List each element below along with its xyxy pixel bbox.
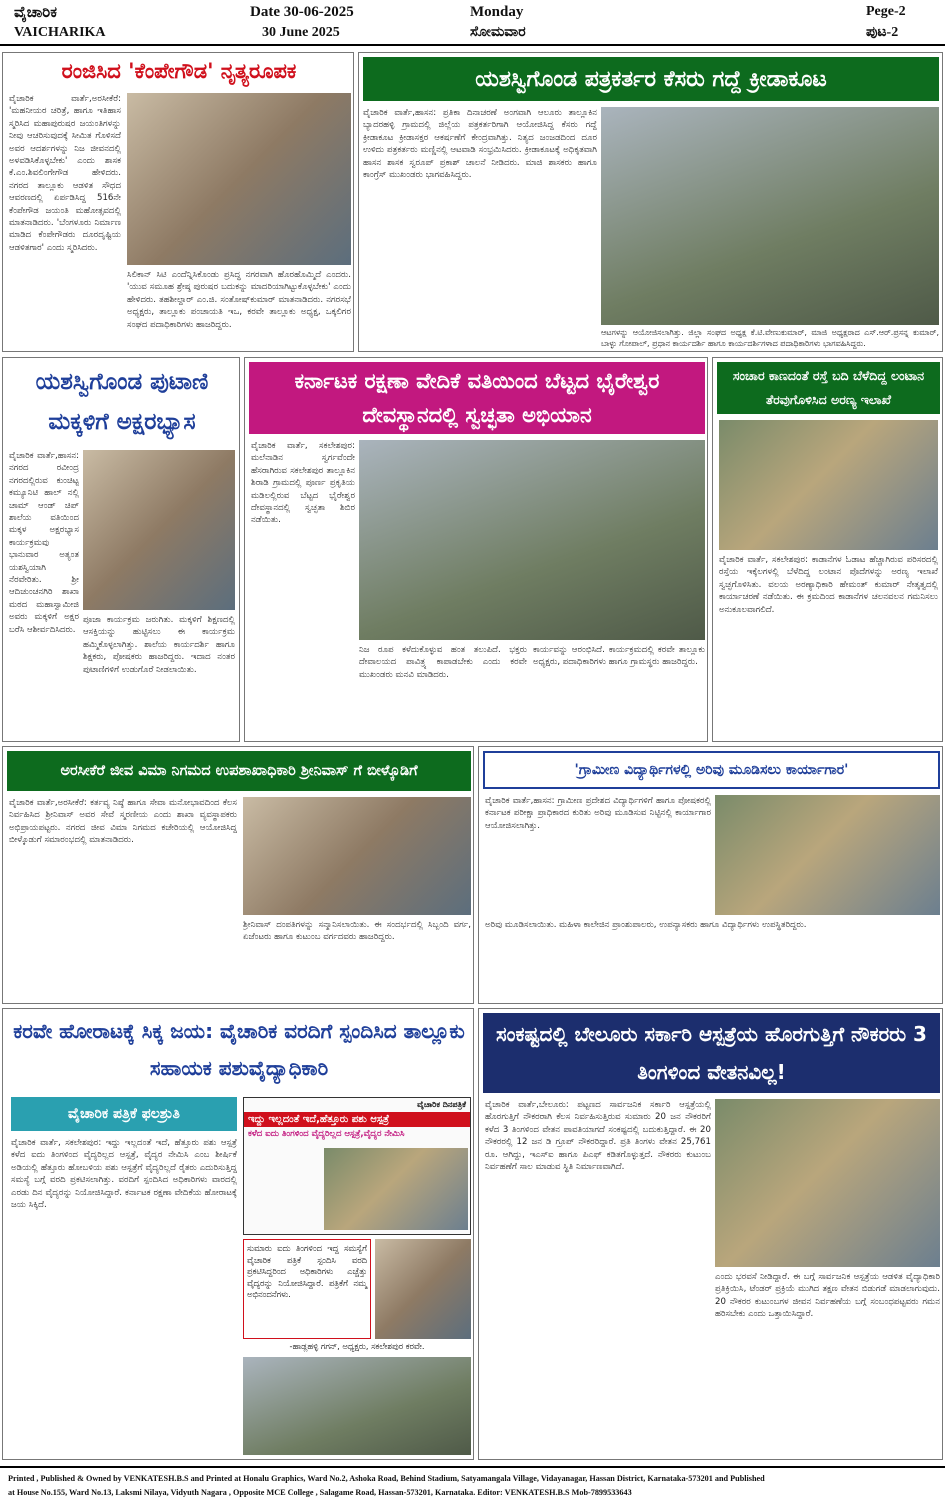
article-kempegowda <box>2 52 354 352</box>
brand-kannada: ವೈಚಾರಿಕ <box>14 5 57 21</box>
quote-box: ಸುಮಾರು ಐದು ತಿಂಗಳಿಂದ ಇದ್ದ ಸಮಸ್ಯೆಗೆ ವೈಚಾರಿಕ ಪತ್ರಿಕೆ ಸ್ಪಂದಿಸಿ ವರದಿ ಪ್ರಕಟಿಸಿದ್ದರಿಂದ ಅಧಿಕಾರಿಗಳು ಎಚ್ಚೆತ್ತು ವೈದ್ಯರನ್ನು ನಿಯೋಜಿಸಿದ್ದಾರೆ. ಪತ್ರಿಕೆಗೆ ನಮ್ಮ ಅಭಿನಂದನೆಗಳು. <box>243 1239 371 1339</box>
article-body: ವೈಚಾರಿಕ ವಾರ್ತೆ,ಅರಸೀಕೆರೆ: 'ಮಹನೀಯರ ಚರಿತ್ರೆ, ಹಾಗೂ ಇತಿಹಾಸ ಸ್ಮರಿಸಿದ ಮಹಾಪುರುಷರ ಜಯಂತಿಗಳನ್ನು ನೀವು ಆಚರಿಸುವುದಕ್ಕೆ ಸೀಮಿತ ಗೊಳಿಸದೆ ಅವರ ಆದರ್ಶಗಳನ್ನು ನಿಜ ಜೀವನದಲ್ಲಿ ಅಳವಡಿಸಿಕೊಳ್ಳಬೇಕು' ಎಂದು ಶಾಸಕ ಕೆ.ಎಂ.ಶಿವಲಿಂಗೇಗೌಡ ಹೇಳಿದರು. ನಗರದ ತಾಲ್ಲೂಕು ಆಡಳಿತ ಸೌಧದ ಆವರಣದಲ್ಲಿ ಏರ್ಪಡಿಸಿದ್ದ 516ನೇ ಕೆಂಪೇಗೌಡ ಜಯಂತಿ ಮಹೋತ್ಸವದಲ್ಲಿ ಮಾತನಾಡಿದರು. 'ಬೆಂಗಳೂರು ನಿರ್ಮಾಣ ಮಾಡಿದ ಕೆಂಪೇಗೌಡರು ದೂರದೃಷ್ಟಿಯ ಆಡಳಿತಗಾರ' ಎಂದು ಸ್ಮರಿಸಿದರು. <box>9 94 121 253</box>
subtitle-badge: ವೈಚಾರಿಕ ಪತ್ರಿಕೆ ಫಲಶ್ರುತಿ <box>11 1097 237 1131</box>
temple-volunteers-photo <box>359 440 705 640</box>
article-body-continued: ಶ್ರೀನಿವಾಸ್ ದಂಪತಿಗಳನ್ನು ಸನ್ಮಾನಿಸಲಾಯಿತು. ಈ ಸಂದರ್ಭದಲ್ಲಿ ಸಿಬ್ಬಂದಿ ವರ್ಗ, ಏಜೆಂಟರು ಹಾಗೂ ಕುಟುಂಬ ವರ್ಗದವರು ಹಾಜರಿದ್ದರು. <box>243 920 471 943</box>
page-number-kannada: ಪುಟ-2 <box>866 25 899 40</box>
imprint-line-2: at House No.155, Ward No.13, Laksmi Nilaya, Vidyuth Nagara , Opposite MCE College , Salagame Road, Hassan-573201, Karnataka. Editor: VENKATESH.B.S Mob-7899533643 <box>8 1488 632 1497</box>
article-body: ವೈಚಾರಿಕ ವಾರ್ತೆ, ಸಕಲೇಶಪುರ: ಕಾಡಾನೆಗಳ ಓಡಾಟ ಹೆಚ್ಚಾಗಿರುವ ಪರಿಸರದಲ್ಲಿ ರಸ್ತೆಯ ಇಕ್ಕೆಲಗಳಲ್ಲಿ ಬೆಳೆದಿದ್ದ ಲಂಟಾನ ಪೊದೆಗಳನ್ನು ಅರಣ್ಯ ಇಲಾಖೆ ಸ್ವಚ್ಛಗೊಳಿಸಿತು. ವಲಯ ಅರಣ್ಯಾಧಿಕಾರಿ ಹೇಮಂತ್ ಕುಮಾರ್ ನೇತೃತ್ವದಲ್ಲಿ ಕಾರ್ಯಾಚರಣೆ ನಡೆಯಿತು. ಈ ಕ್ರಮದಿಂದ ಕಾಡಾನೆಗಳ ಚಲನವಲನ ಗಮನಿಸಲು ಅನುಕೂಲವಾಗಲಿದೆ. <box>719 555 938 615</box>
article-body-continued-2: ಕಾರ್ಯವನ್ನು ಆರಂಭಿಸಿದೆ. ಕಾರ್ಯಕ್ರಮದಲ್ಲಿ ಕರವೇ ತಾಲ್ಲೂಕು ಅಧ್ಯಕ್ಷರು, ಪದಾಧಿಕಾರಿಗಳು ಹಾಗೂ ಗ್ರಾಮಸ್ಥರು ಹಾಜರಿದ್ದರು. <box>533 645 705 668</box>
article-body-continued: ನಿಜ ರೂಪ ಕಳೆದುಕೊಳ್ಳುವ ಹಂತ ತಲುಪಿದೆ. ಭಕ್ತರು ದೇವಾಲಯದ ಪಾವಿತ್ರ್ಯ ಕಾಪಾಡಬೇಕು ಎಂದು ಕರವೇ ಮುಖಂಡರು ಮನವಿ ಮಾಡಿದರು. <box>359 645 527 680</box>
headline: ರಂಜಿಸಿದ 'ಕೆಂಪೇಗೌಡ' ನೃತ್ಯರೂಪಕ <box>61 59 297 83</box>
headline: ಸಂಕಷ್ಟದಲ್ಲಿ ಬೇಲೂರು ಸರ್ಕಾರಿ ಆಸ್ಪತ್ರೆಯ ಹೊರಗುತ್ತಿಗೆ ನೌಕರರು 3 ತಿಂಗಳಿಂದ ವೇತನವಿಲ್ಲ! <box>483 1013 940 1093</box>
hospital-building-photo <box>715 1099 940 1267</box>
article-lantana-clearing <box>712 357 943 742</box>
article-kesaru-gadde <box>358 52 943 352</box>
article-body-continued: ಎಂದು ಭರವಸೆ ನೀಡಿದ್ದಾರೆ. ಈ ಬಗ್ಗೆ ಸಾರ್ವಜನಿಕ ಆಸ್ಪತ್ರೆಯ ಆಡಳಿತ ವೈದ್ಯಾಧಿಕಾರಿ ಪ್ರತಿಕ್ರಿಯಿಸಿ, ಟೆಂಡರ್ ಪ್ರಕ್ರಿಯೆ ಮುಗಿದ ತಕ್ಷಣ ವೇತನ ಬಿಡುಗಡೆ ಮಾಡಲಾಗುವುದು. 20 ನೌಕರರ ಕುಟುಂಬಗಳ ಜೀವನ ನಿರ್ವಹಣೆಯ ಬಗ್ಗೆ ಸಂಬಂಧಪಟ್ಟವರು ಗಮನ ಹರಿಸಬೇಕು ಎಂದು ಒತ್ತಾಯಿಸಿದ್ದಾರೆ. <box>715 1272 940 1320</box>
clipping-title: ಇದ್ದು ಇಲ್ಲದಂತೆ ಇದೆ,ಹೆತ್ತೂರು ಪಶು ಆಸ್ಪತ್ರೆ <box>244 1112 470 1127</box>
headline: 'ಗ್ರಾಮೀಣ ವಿದ್ಯಾರ್ಥಿಗಳಲ್ಲಿ ಅರಿವು ಮೂಡಿಸಲು ಕಾರ್ಯಾಗಾರ' <box>483 751 940 789</box>
article-aksharabhyasa <box>2 357 240 742</box>
article-body: ವೈಚಾರಿಕ ವಾರ್ತೆ,ಹಾಸನ: ಗ್ರಾಮೀಣ ಪ್ರದೇಶದ ವಿದ್ಯಾರ್ಥಿಗಳಿಗೆ ಹಾಗೂ ಪೋಷಕರಲ್ಲಿ ಕರ್ನಾಟಕ ಪರೀಕ್ಷಾ ಪ್ರಾಧಿಕಾರದ ಕುರಿತು ಅರಿವು ಮೂಡಿಸುವ ನಿಟ್ಟಿನಲ್ಲಿ ಕಾರ್ಯಾಗಾರ ಆಯೋಜಿಸಲಾಗಿತ್ತು. <box>485 796 711 831</box>
mud-sports-photo <box>601 107 939 325</box>
dance-group-photo <box>127 93 351 265</box>
headline: ಅರಸೀಕೆರೆ ಜೀವ ವಿಮಾ ನಿಗಮದ ಉಪಶಾಖಾಧಿಕಾರಿ ಶ್ರೀನಿವಾಸ್ ಗೆ ಬೀಳ್ಕೊಡಿಗೆ <box>7 751 471 791</box>
article-karave-victory <box>2 1008 474 1460</box>
article-body-continued: ಅರಿವು ಮೂಡಿಸಲಾಯಿತು. ಮಹಿಳಾ ಕಾಲೇಜಿನ ಪ್ರಾಂಶುಪಾಲರು, ಉಪನ್ಯಾಸಕರು ಹಾಗೂ ವಿದ್ಯಾರ್ಥಿಗಳು ಉಪಸ್ಥಿತರಿದ್ದರು. <box>485 920 807 930</box>
article-lic-farewell <box>2 746 474 1004</box>
workshop-photo <box>715 795 940 915</box>
imprint-line-1: Printed , Published & Owned by VENKATESH.B.S and Printed at Honalu Graphics, Ward No.2, Ashoka Road, Behind Stadium, Satyamangala Village, Vidayanagar, Hassan District, Karnataka-573201 and Published <box>8 1474 765 1483</box>
roadside-clearing-photo <box>719 420 938 550</box>
headline: ಕರವೇ ಹೋರಾಟಕ್ಕೆ ಸಿಕ್ಕ ಜಯ: ವೈಚಾರಿಕ ವರದಿಗೆ ಸ್ಪಂದಿಸಿದ ತಾಲ್ಲೂಕು ಸಹಾಯಕ ಪಶುವೈದ್ಯಾಧಿಕಾರಿ <box>13 1019 465 1080</box>
date-long: 30 June 2025 <box>262 25 340 40</box>
portrait-photo <box>375 1239 471 1339</box>
page-number-english: Pege-2 <box>866 4 906 19</box>
article-body: ವೈಚಾರಿಕ ವಾರ್ತೆ,ಹಾಸನ: ನಗರದ ರವೀಂದ್ರ ನಗರದಲ್ಲಿರುವ ಕುಂಚಿಟ್ಟ ಕಮ್ಯೂನಿಟಿ ಹಾಲ್ ನಲ್ಲಿ ಚಾಮ್ ಆಂಡ್ ಚಿಪ್ ಶಾಲೆಯ ವತಿಯಿಂದ ಮಕ್ಕಳ ಅಕ್ಷರಭ್ಯಾಸ ಕಾರ್ಯಕ್ರಮವು ಭಾನುವಾರ ಅತ್ಯಂತ ಯಶಸ್ವಿಯಾಗಿ ನೆರವೇರಿತು. ಶ್ರೀ ಆದಿಚುಂಚನಗಿರಿ ಶಾಖಾ ಮಠದ ಮಹಾಸ್ವಾಮೀಜಿ ಅವರು ಮಕ್ಕಳಿಗೆ ಅಕ್ಷರ ಬರೆಸಿ ಆಶೀರ್ವದಿಸಿದರು. <box>9 451 79 635</box>
imprint-footer <box>0 1466 945 1507</box>
brand-english: VAICHARIKA <box>14 25 106 40</box>
headline: ಸಂಚಾರ ಕಾಣದಂತೆ ರಸ್ತೆ ಬದಿ ಬೆಳೆದಿದ್ದ ಲಂಟಾನ ತೆರವುಗೊಳಿಸಿದ ಅರಣ್ಯ ಇಲಾಖೆ <box>717 362 940 414</box>
article-body: ವೈಚಾರಿಕ ವಾರ್ತೆ, ಸಕಲೇಶಪುರ: ಇದ್ದು ಇಲ್ಲದಂತೆ ಇದೆ, ಹೆತ್ತೂರು ಪಶು ಆಸ್ಪತ್ರೆ ಕಳೆದ ಐದು ತಿಂಗಳಿಂದ ವೈದ್ಯರಿಲ್ಲದ ಆಸ್ಪತ್ರೆ, ವೈದ್ಯರ ನೇಮಿಸಿ ಎಂಬ ಶೀರ್ಷಿಕೆ ಅಡಿಯಲ್ಲಿ ಹೆತ್ತೂರು ಹೋಬಳಿಯ ಪಶು ಆಸ್ಪತ್ರೆಗೆ ವೈದ್ಯರಿಲ್ಲದೆ ರೈತರು ಎದುರಿಸುತ್ತಿದ್ದ ಸಮಸ್ಯೆ ಬಗ್ಗೆ ವರದಿ ಪ್ರಕಟಿಸಲಾಗಿತ್ತು. ವರದಿಗೆ ಸ್ಪಂದಿಸಿದ ಅಧಿಕಾರಿಗಳು ವಾರದಲ್ಲಿ ಎರಡು ದಿನ ವೈದ್ಯರನ್ನು ನಿಯೋಜಿಸಿದ್ದಾರೆ. ಕರ್ನಾಟಕ ರಕ್ಷಣಾ ವೇದಿಕೆಯ ಹೋರಾಟಕ್ಕೆ ಜಯ ಸಿಕ್ಕಿದೆ. <box>11 1138 237 1211</box>
article-body: ವೈಚಾರಿಕ ವಾರ್ತೆ, ಸಕಲೇಶಪುರ: ಮಲೆನಾಡಿನ ಸ್ವರ್ಗವೆಂದೇ ಹೆಸರಾಗಿರುವ ಸಕಲೇಶಪುರ ತಾಲ್ಲೂಕಿನ ಶಿರಾಡಿ ಗ್ರಾಮದಲ್ಲಿ ಪೂರ್ಣ ಪ್ರಕೃತಿಯ ಮಡಿಲಲ್ಲಿರುವ ಬೆಟ್ಟದ ಭೈರೇಶ್ವರ ದೇವಸ್ಥಾನದಲ್ಲಿ ಸ್ವಚ್ಛತಾ ಶಿಬಿರ ನಡೆಯಿತು. <box>251 441 355 526</box>
article-body: ವೈಚಾರಿಕ ವಾರ್ತೆ,ಬೇಲೂರು: ಪಟ್ಟಣದ ಸಾರ್ವಜನಿಕ ಸರ್ಕಾರಿ ಆಸ್ಪತ್ರೆಯಲ್ಲಿ ಹೊರಗುತ್ತಿಗೆ ನೌಕರರಾಗಿ ಕೆಲಸ ನಿರ್ವಹಿಸುತ್ತಿರುವ ಸುಮಾರು 20 ಜನ ನೌಕರರಿಗೆ ಕಳೆದ 3 ತಿಂಗಳಿಂದ ವೇತನ ಪಾವತಿಯಾಗದೆ ಸಂಕಷ್ಟದಲ್ಲಿ ಬದುಕುತ್ತಿದ್ದಾರೆ. ಈ 20 ನೌಕರರಲ್ಲಿ 12 ಜನ ಡಿ ಗ್ರೂಪ್ ನೌಕರರಿದ್ದಾರೆ. ಪ್ರತಿ ತಿಂಗಳು ವೇತನ 25,761 ರೂ. ಆಗಿದ್ದು, ಇಎಸ್ಐ ಹಾಗೂ ಪಿಎಫ್ ಕಡಿತಗೊಳ್ಳುತ್ತದೆ. ನೌಕರರು ಕುಟುಂಬ ನಿರ್ವಹಣೆಗೆ ಸಾಲ ಮಾಡುವ ಸ್ಥಿತಿ ನಿರ್ಮಾಣವಾಗಿದೆ. <box>485 1100 711 1173</box>
article-body: ವೈಚಾರಿಕ ವಾರ್ತೆ,ಹಾಸನ: ಪ್ರತಿಕಾ ದಿನಾಚರಣೆ ಅಂಗವಾಗಿ ಆಲೂರು ತಾಲ್ಲೂಕಿನ ಬ್ಯಾದರಹಳ್ಳಿ ಗ್ರಾಮದಲ್ಲಿ ಜಿಲ್ಲೆಯ ಪತ್ರಕರ್ತರಿಗಾಗಿ ಆಯೋಜಿಸಿದ್ದ ಕೆಸರು ಗದ್ದೆ ಕ್ರೀಡಾಕೂಟ ಕ್ರೀಡಾಸಕ್ತರ ಆಕರ್ಷಣೆಗೆ ಕೇಂದ್ರವಾಗಿತ್ತು. ನಿತ್ಯದ ಜಂಜಡದಿಂದ ದೂರ ಉಳಿದು ಪತ್ರಕರ್ತರು ಮಣ್ಣಿನಲ್ಲಿ ಆಟವಾಡಿ ಸಂಭ್ರಮಿಸಿದರು. ಕ್ರೀಡಾಕೂಟಕ್ಕೆ ಅಧಿಕೃತವಾಗಿ ಹಾಸನ ಶಾಸಕ ಸ್ವರೂಪ್ ಪ್ರಕಾಶ್ ಚಾಲನೆ ನೀಡಿದರು. ಮಾಜಿ ಶಾಸಕರು ಹಾಗೂ ಕಾಂಗ್ರೆಸ್ ಮುಖಂಡರು ಭಾಗವಹಿಸಿದ್ದರು. <box>363 108 597 181</box>
article-swachhata-abhiyana <box>244 357 708 742</box>
article-body-continued: ಪೂಜಾ ಕಾರ್ಯಕ್ರಮ ಜರುಗಿತು. ಮಕ್ಕಳಿಗೆ ಶಿಕ್ಷಣದಲ್ಲಿ ಆಸಕ್ತಿಯನ್ನು ಹುಟ್ಟಿಸಲು ಈ ಕಾರ್ಯಕ್ರಮ ಹಮ್ಮಿಕೊಳ್ಳಲಾಗಿತ್ತು. ಶಾಲೆಯ ಕಾರ್ಯದರ್ಶಿ ಹಾಗೂ ಶಿಕ್ಷಕರು, ಪೋಷಕರು ಹಾಜರಿದ್ದರು. ಇದಾದ ನಂತರ ಪುಟಾಣಿಗಳಿಗೆ ಉಡುಗೊರೆ ನೀಡಲಾಯಿತು. <box>83 615 235 675</box>
date: Date 30-06-2025 <box>250 4 354 20</box>
article-body-continued: ಆಟಗಳನ್ನು ಆಯೋಜಿಸಲಾಗಿತ್ತು. ಜಿಲ್ಲಾ ಸಂಘದ ಅಧ್ಯಕ್ಷ ಕೆ.ಟಿ.ವೇಣುಕುಮಾರ್, ಮಾಜಿ ಅಧ್ಯಕ್ಷರಾದ ಎಸ್.ಆರ್.ಪ್ರಸನ್ನ ಕುಮಾರ್, ಬಾಳ್ಳು ಗೋಪಾಲ್, ಪ್ರಧಾನ ಕಾರ್ಯದರ್ಶಿ ಹಾಗೂ ಕಾರ್ಯದರ್ಶಿಗಳಾದ ಪದಾಧಿಕಾರಿಗಳು ಭಾಗವಹಿಸಿದ್ದರು. <box>601 328 939 348</box>
article-karyagara <box>478 746 943 1004</box>
article-belur-hospital <box>478 1008 943 1460</box>
karave-members-photo <box>243 1357 471 1455</box>
article-body-continued: ಸಿಲಿಕಾನ್ ಸಿಟಿ ಎಂದೆನ್ನಿಸಿಕೊಂಡು ಪ್ರಸಿದ್ಧ ನಗರವಾಗಿ ಹೊರಹೊಮ್ಮಿದೆ ಎಂದರು. 'ಯುವ ಸಮೂಹ ಶ್ರೇಷ್ಠ ಪುರುಷರ ಬದುಕನ್ನು ಮಾದರಿಯಾಗಿಟ್ಟುಕೊಳ್ಳಬೇಕು' ಎಂದು ಹೇಳಿದರು. ತಹಶೀಲ್ದಾರ್ ಎಂ.ಜಿ. ಸಂತೋಷ್‌ಕುಮಾರ್ ಮಾತನಾಡಿದರು. ನಗರಸಭೆ ಅಧ್ಯಕ್ಷರು, ತಾಲ್ಲೂಕು ಪಂಚಾಯತಿ ಇಒ, ಕರವೇ ತಾಲ್ಲೂಕು ಅಧ್ಯಕ್ಷ, ಒಕ್ಕಲಿಗರ ಸಂಘದ ಪದಾಧಿಕಾರಿಗಳು ಹಾಜರಿದ್ದರು. <box>127 270 351 330</box>
newspaper-clipping <box>243 1097 471 1235</box>
page-header <box>0 0 945 46</box>
headline: ಯಶಸ್ವಿಗೊಂಡ ಪುಟಾಣಿ ಮಕ್ಕಳಿಗೆ ಅಕ್ಷರಭ್ಯಾಸ <box>35 369 209 435</box>
children-ceremony-photo <box>83 450 235 610</box>
quote-signature: -ಹಾಡ್ಲಹಳ್ಳಿ ಗಗನ್, ಅಧ್ಯಕ್ಷರು, ಸಕಲೇಶಪುರ ಕರವೇ. <box>289 1341 425 1351</box>
felicitation-photo <box>243 797 471 915</box>
clipping-subtitle: ಕಳೆದ ಐದು ತಿಂಗಳಿಂದ ವೈದ್ಯರಿಲ್ಲದ ಆಸ್ಪತ್ರೆ,ವೈದ್ಯರ ನೇಮಿಸಿ <box>248 1129 405 1139</box>
day-english: Monday <box>470 4 524 20</box>
article-body: ವೈಚಾರಿಕ ವಾರ್ತೆ,ಅರಸೀಕೆರೆ: ಕರ್ತವ್ಯ ನಿಷ್ಠೆ ಹಾಗೂ ಸೇವಾ ಮನೋಭಾವದಿಂದ ಕೆಲಸ ನಿರ್ವಹಿಸಿದ ಶ್ರೀನಿವಾಸ್ ಅವರ ಸೇವೆ ಸ್ಮರಣೀಯ ಎಂದು ಶಾಖಾ ವ್ಯವಸ್ಥಾಪಕರು ಅಭಿಪ್ರಾಯಪಟ್ಟರು. ನಗರದ ಜೀವ ವಿಮಾ ನಿಗಮದ ಕಚೇರಿಯಲ್ಲಿ ಆಯೋಜಿಸಿದ್ದ ಬೀಳ್ಕೊಡುಗೆ ಸಮಾರಂಭದಲ್ಲಿ ಮಾತನಾಡಿದರು. <box>9 798 237 846</box>
clipping-photo <box>324 1148 468 1230</box>
day-kannada: ಸೋಮವಾರ <box>470 25 526 40</box>
headline: ಯಶಸ್ವಿಗೊಂಡ ಪತ್ರಕರ್ತರ ಕೆಸರು ಗದ್ದೆ ಕ್ರೀಡಾಕೂಟ <box>363 57 939 101</box>
clipping-header: ವೈಚಾರಿಕ ದಿನಪತ್ರಿಕೆ <box>417 1100 466 1109</box>
headline: ಕರ್ನಾಟಕ ರಕ್ಷಣಾ ವೇದಿಕೆ ವತಿಯಿಂದ ಬೆಟ್ಟದ ಭೈರೇಶ್ವರ ದೇವಸ್ಥಾನದಲ್ಲಿ ಸ್ವಚ್ಛತಾ ಅಭಿಯಾನ <box>249 362 705 434</box>
